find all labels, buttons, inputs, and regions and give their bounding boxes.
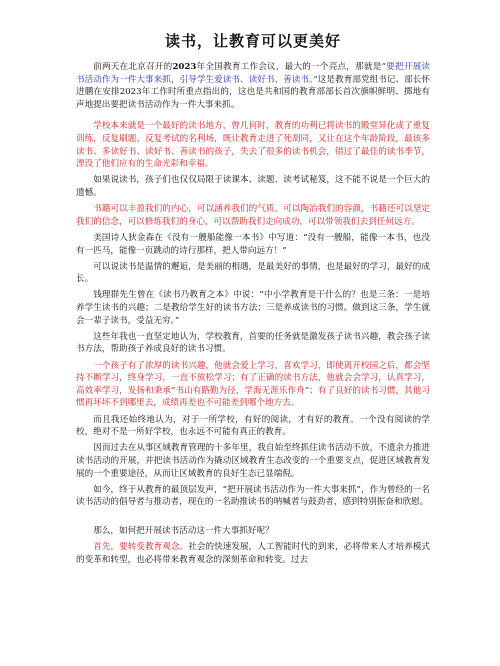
paragraph — [76, 261, 430, 286]
paragraph — [76, 414, 430, 439]
paragraph-text: 一个孩子有了浓厚的读书兴趣，他就会爱上学习，喜欢学习，即使离开校园之后，都会坚持不断学习，终身学习，一直不放松学习；有了正确的读书方法，他就会会学习，认真学习，高效率学习，发扬和秉承“书山有路勤为径，学海无涯乐作舟”；有了良好的读书习惯，其他习惯再坏坏不到哪里去，成绩再差也不可能差到哪个地方去。 — [76, 360, 430, 409]
paragraph-text: 2023 — [172, 62, 197, 72]
paragraph — [76, 232, 430, 257]
paragraph-text: 学校本来就是一个最好的读书地方，曾几何时，教育的功利已将读书的殿堂异化成了重复训练，反复刷题，反复考试的名利场，既让教育走进了死胡同，又让在这个年龄阶段，最该多读书、多读好书、读好书、善读书的孩子，失去了很多的读书机会，错过了最佳的读书季节，湮没了他们应有的生命光彩和幸福。 — [76, 121, 430, 170]
paragraph — [76, 525, 430, 538]
paragraph-text: 因而过去在从事区域教育管理的十多年里，我自始至终抓住读书活动不放，不遗余力推进读书活动的开展，并把读书活动作为撬动区域教育生态改变的一个重要支点，促进区域教育发展的一个重要途径，从而让区域教育的良好生态已显端倪。 — [76, 443, 430, 479]
paragraph — [76, 541, 430, 566]
paragraph-text: 那么，如何把开展读书活动这一件大事抓好呢？ — [93, 525, 274, 536]
paragraph-text: 如果说读书，孩子们也仅仅局限于读课本、读题、读考试秘笈，这不能不说是一个巨大的遗憾。 — [76, 175, 430, 198]
paragraph — [76, 61, 430, 111]
paragraph-text: 首先，要转变教育观念。 — [93, 542, 189, 553]
paragraph — [76, 289, 430, 327]
paragraph — [76, 120, 430, 170]
paragraph-text: 前两天在北京召开的 — [93, 62, 173, 72]
paragraph — [76, 484, 430, 509]
paragraph-text: “要把开展读书活动作为一件大事来抓，引导学生爱读书、读好书、善读书。” — [76, 62, 430, 85]
paragraph-text: 如今，终于从教育的最顶层发声，“把开展读书活动作为一件大事来抓”，作为曾经的一名读书活动的倡导者与推动者，现在的一名助推读书的呐喊者与鼓劲者，感到特别振奋和欣慰。 — [76, 484, 430, 508]
document-title: 读书，让教育可以更美好 — [164, 32, 341, 50]
paragraph — [76, 442, 430, 480]
paragraph-text: 年全国教育工作会议，最大的一个亮点，那就是 — [196, 62, 382, 72]
document-body — [76, 61, 430, 566]
paragraph — [76, 360, 430, 410]
paragraph-text: 这些年我也一直坚定地认为，学校教育，首要的任务就是激发孩子读书兴趣，教会孩子读书方法，帮助孩子养成良好的读书习惯。 — [76, 331, 430, 355]
paragraph — [76, 331, 430, 356]
paragraph-text: 书籍可以丰盈我们的内心，可以涵养我们的气质，可以陶冶我们的容颜，书籍还可以坚定我们的信念，可以修炼我们的身心，可以帮助我们走向成功，可以带领我们去到任何远方。 — [76, 204, 430, 227]
paragraph — [76, 203, 430, 228]
paragraph-text: 而且我还始终地认为，对于一所学校，有好的阅读，才有好的教育。一个没有阅读的学校，绝对不是一所好学校，也永远不可能有真正的教育。 — [76, 414, 430, 438]
paragraph-text: 美国诗人狄金森在《没有一艘船能像一本书》中写道：“没有一艘船，能像一本书，也没有一匹马，能像一页跳动的诗行那样，把人带向远方！” — [76, 232, 430, 256]
paragraph-text: 社会的快速发展，人工智能时代的到来，必将带来人才培养模式的变革和转型，也必将带来教育观念的深刻革命和转变。过去 — [76, 542, 430, 565]
paragraph — [76, 174, 430, 199]
paragraph-text: 这是教育部党组书记、部长怀进鹏在安排2023年工作时所重点指出的，这也是共和国的教育部部长首次旗帜鲜明、掷地有声地提出要把读书活动作为一件大事来抓。 — [76, 74, 430, 110]
paragraph-text: 可以说读书是温情的邂逅，是美丽的相遇，是最美好的事情，也是最好的学习，最好的成长。 — [76, 261, 430, 285]
paragraph-text: 钱理群先生曾在《读书乃教育之本》中说：“中小学教育是干什么的？也是三条：一是培养学生读书的兴趣；二是教给学生好的读书方法；三是养成读书的习惯。做到这三条，学生就会一辈子读书，受益无穷。” — [76, 290, 430, 326]
